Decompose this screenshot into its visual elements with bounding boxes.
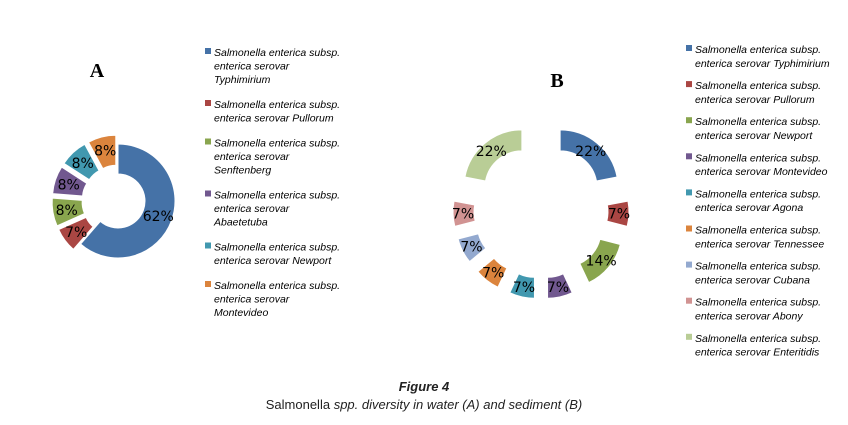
legend-swatch — [205, 191, 211, 197]
slice-value-label: 7% — [607, 206, 631, 223]
legend-entry-text: enterica serovar Abony — [695, 310, 803, 323]
legend-entry-text: enterica serovar — [214, 293, 290, 306]
slice-value-label: 7% — [65, 224, 88, 241]
legend-entry-text: Salmonella enterica subsp. — [695, 44, 822, 56]
legend-swatch — [686, 298, 692, 304]
slice-value-label: 8% — [55, 202, 78, 219]
slice-value-label: 8% — [57, 177, 80, 194]
legend — [205, 47, 340, 319]
panel-label: B — [550, 70, 564, 92]
legend-entry-text: enterica serovar — [214, 60, 290, 73]
legend-entry-text: Salmonella enterica subsp. — [214, 280, 341, 292]
legend-entry-text: Salmonella enterica subsp. — [695, 296, 822, 309]
legend-entry-text: enterica serovar Pullorum — [214, 112, 334, 125]
slice-value-label: 7% — [460, 239, 483, 256]
legend-entry-text: enterica serovar Enteritidis — [695, 346, 820, 359]
legend-entry-text: Salmonella enterica subsp. — [695, 188, 822, 201]
legend-entry-text: Salmonella enterica subsp. — [695, 332, 822, 345]
slice-value-label: 7% — [482, 265, 505, 282]
slice-value-label: 7% — [451, 206, 475, 223]
legend-entry-text: enterica serovar Tennessee — [695, 238, 825, 251]
legend-entry-text: Salmonella enterica subsp. — [214, 241, 341, 254]
chart-a — [52, 47, 340, 319]
legend-entry-text: enterica serovar Newport — [695, 130, 813, 142]
donut-slice — [81, 144, 175, 258]
legend-swatch — [686, 117, 692, 123]
legend-entry-text: enterica serovar Pullorum — [695, 93, 815, 106]
chart-b — [452, 44, 830, 359]
caption-text-italic: spp. diversity in water (A) and sediment (B) — [333, 397, 583, 412]
legend-entry-text: enterica serovar Cubana — [695, 274, 810, 287]
legend-entry-text: enterica serovar Agona — [695, 202, 804, 215]
slice-value-label: 8% — [94, 143, 117, 160]
legend-swatch — [686, 45, 692, 51]
legend-entry-text: Senftenberg — [214, 164, 272, 177]
legend-swatch — [686, 189, 692, 195]
figure-caption-label: Figure 4 — [398, 379, 450, 394]
legend-entry-text: Salmonella enterica subsp. — [214, 99, 341, 111]
figure-caption-text — [0, 397, 848, 412]
legend-entry-text: Salmonella enterica subsp. — [695, 80, 822, 93]
slice-value-label: 62% — [142, 209, 174, 226]
legend-entry-text: enterica serovar — [214, 151, 290, 163]
legend-swatch — [686, 153, 692, 159]
legend-swatch — [205, 281, 211, 287]
legend-swatch — [686, 334, 692, 340]
legend-entry-text: Salmonella enterica subsp. — [214, 137, 341, 150]
legend-swatch — [205, 139, 211, 145]
slice-value-label: 14% — [585, 253, 617, 270]
slice-value-label: 8% — [71, 155, 94, 172]
legend-entry-text: enterica serovar Montevideo — [695, 166, 828, 179]
slice-value-label: 7% — [512, 280, 536, 297]
caption-text-plain: Salmonella — [265, 397, 334, 412]
legend-swatch — [686, 226, 692, 232]
legend-swatch — [686, 262, 692, 268]
legend-swatch — [686, 81, 692, 87]
legend-entry-text: Montevideo — [214, 307, 269, 319]
legend-entry-text: Abaetetuba — [214, 216, 268, 229]
legend-swatch — [205, 100, 211, 106]
legend-entry-text: enterica serovar Newport — [214, 255, 332, 267]
legend-entry-text: Salmonella enterica subsp. — [214, 189, 341, 202]
legend-entry-text: Salmonella enterica subsp. — [695, 152, 822, 165]
panel-label: A — [89, 60, 105, 82]
legend-entry-text: enterica serovar — [214, 203, 290, 215]
legend-entry-text: enterica serovar Typhimirium — [695, 57, 830, 70]
legend-entry-text: Salmonella enterica subsp. — [214, 47, 341, 59]
legend-entry-text: Salmonella enterica subsp. — [695, 260, 822, 273]
legend-swatch — [205, 243, 211, 249]
legend-entry-text: Typhimirium — [214, 74, 271, 86]
legend-entry-text: Salmonella enterica subsp. — [695, 224, 822, 237]
legend-entry-text: Salmonella enterica subsp. — [695, 116, 822, 129]
slice-value-label: 7% — [546, 280, 570, 297]
slice-value-label: 22% — [575, 143, 607, 160]
legend — [686, 44, 830, 359]
legend-swatch — [205, 48, 211, 54]
slice-value-label: 22% — [475, 143, 507, 160]
